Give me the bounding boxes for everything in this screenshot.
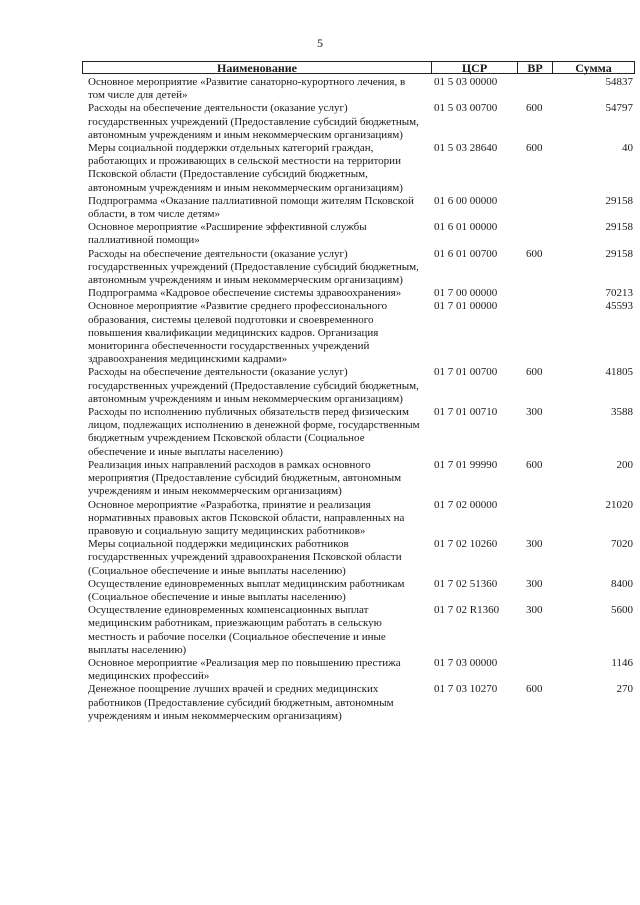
row-sum: 29158 — [605, 247, 633, 260]
table-row — [88, 248, 635, 288]
row-sum: 7020 — [611, 538, 633, 551]
row-csr: 01 7 03 00000 — [434, 656, 498, 669]
row-vr: 600 — [526, 102, 543, 115]
row-csr: 01 7 02 R1360 — [434, 604, 500, 617]
row-csr: 01 7 02 00000 — [434, 498, 498, 511]
row-sum: 41805 — [605, 366, 633, 379]
row-name: Основное мероприятие «Реализация мер по повышению престижа медицинских профессий» — [88, 656, 401, 683]
row-csr: 01 6 00 00000 — [434, 194, 498, 207]
table-row — [88, 76, 635, 102]
row-name: Расходы на обеспечение деятельности (оказание услуг) государственных учреждений (Предоставление субсидий бюджетным, автономным учреждениям и иным некоммерческим организациям) — [88, 247, 419, 287]
table-row — [88, 300, 635, 366]
header-csr: ЦСР — [431, 61, 518, 74]
row-sum: 40 — [622, 142, 633, 155]
row-name: Расходы на обеспечение деятельности (оказание услуг) государственных учреждений (Предоставление субсидий бюджетным, автономным учреждениям и иным некоммерческим организациям) — [88, 366, 419, 405]
row-sum: 1146 — [611, 656, 633, 669]
row-name: Подпрограмма «Оказание паллиативной помощи жителям Псковской области, в том числе детям» — [88, 194, 414, 221]
row-name: Реализация иных направлений расходов в рамках основного мероприятия (Предоставление субсидий бюджетным, автономным учреждениям и иным некоммерческим организациям) — [88, 458, 402, 498]
row-sum: 29158 — [605, 194, 633, 207]
row-name: Расходы на обеспечение деятельности (оказание услуг) государственных учреждений (Предоставление субсидий бюджетным, автономным учреждениям и иным некоммерческим организациям) — [88, 102, 419, 141]
row-name: Основное мероприятие «Разработка, принятие и реализация нормативных правовых актов Псковской области, направленных на правовую и социальную защиту медицинских работников» — [88, 498, 405, 537]
table-row — [88, 102, 635, 142]
table-row — [88, 366, 635, 406]
row-sum: 5600 — [611, 604, 633, 617]
row-sum: 270 — [616, 683, 633, 696]
row-csr: 01 7 01 00710 — [434, 406, 498, 419]
row-csr: 01 7 03 10270 — [434, 683, 498, 696]
row-name: Основное мероприятие «Расширение эффективной службы паллиативной помощи» — [88, 221, 367, 247]
header-sum: Сумма — [552, 61, 635, 74]
row-sum: 70213 — [605, 287, 633, 300]
row-name: Расходы по исполнению публичных обязательств перед физическим лицом, подлежащих исполнению в денежной форме, государственным бюджетным учреждением Псковской области (Социальное обеспечение и иные выплаты населению) — [88, 406, 420, 458]
row-name: Осуществление единовременных выплат медицинским работникам (Социальное обеспечение и иные выплаты населению) — [88, 577, 405, 603]
table-row — [88, 538, 635, 578]
row-name: Основное мероприятие «Развитие санаторно-курортного лечения, в том числе для детей» — [88, 76, 406, 102]
table-row — [88, 287, 635, 300]
table-header — [82, 61, 635, 74]
row-csr: 01 7 02 51360 — [434, 577, 498, 590]
header-vr: ВР — [517, 61, 553, 74]
row-csr: 01 7 00 00000 — [434, 287, 498, 300]
row-vr: 600 — [526, 247, 543, 260]
table-row — [88, 195, 635, 221]
row-csr: 01 5 03 00700 — [434, 102, 498, 115]
row-vr: 300 — [526, 577, 543, 590]
row-csr: 01 6 01 00700 — [434, 247, 498, 260]
header-name: Наименование — [82, 61, 432, 74]
row-csr: 01 6 01 00000 — [434, 221, 498, 234]
row-name: Меры социальной поддержки отдельных категорий граждан, работающих и проживающих в сельской местности на территории Псковской области (Предоставление субсидий бюджетным, автономным учреждениям и иным некоммерческим организациям) — [88, 142, 403, 194]
row-csr: 01 7 01 00700 — [434, 366, 498, 379]
row-sum: 8400 — [611, 577, 633, 590]
row-vr: 300 — [526, 406, 543, 419]
row-name: Меры социальной поддержки медицинских работников государственных учреждений здравоохранения Псковской области (Социальное обеспечение и иные выплаты населению) — [88, 538, 402, 577]
row-csr: 01 7 01 99990 — [434, 458, 498, 471]
table-row — [88, 406, 635, 459]
row-name: Осуществление единовременных компенсационных выплат медицинским работникам, приезжающим работать в сельскую местность и рабочие поселки (Социальное обеспечение и иные выплаты населению) — [88, 604, 386, 656]
row-vr: 300 — [526, 604, 543, 617]
row-vr: 600 — [526, 142, 543, 155]
page-number: 5 — [317, 36, 323, 50]
row-vr: 600 — [526, 683, 543, 696]
row-sum: 200 — [616, 458, 633, 471]
row-csr: 01 7 01 00000 — [434, 300, 498, 313]
row-name: Подпрограмма «Кадровое обеспечение системы здравоохранения» — [88, 287, 402, 300]
table-row — [88, 578, 635, 604]
row-csr: 01 7 02 10260 — [434, 538, 498, 551]
row-csr: 01 5 03 00000 — [434, 76, 498, 88]
table-row — [88, 683, 635, 723]
table-row — [88, 657, 635, 683]
row-name: Основное мероприятие «Развитие среднего профессионального образования, системы целевой подготовки и своевременного повышения квалификации медицинских кадров. Организация мониторинга обеспеченности государственных учреждений здравоохранения медицинскими кадрами» — [88, 300, 388, 366]
row-sum: 21020 — [605, 498, 633, 511]
row-sum: 29158 — [605, 221, 633, 234]
row-sum: 3588 — [611, 406, 633, 419]
row-vr: 300 — [526, 538, 543, 551]
table-row — [88, 604, 635, 657]
table-body — [88, 76, 635, 723]
table-row — [88, 142, 635, 195]
row-sum: 45593 — [605, 300, 633, 313]
row-sum: 54797 — [605, 102, 633, 115]
table-row — [88, 221, 635, 247]
row-vr: 600 — [526, 458, 543, 471]
row-vr: 600 — [526, 366, 543, 379]
table-row — [88, 499, 635, 539]
row-sum: 54837 — [605, 76, 633, 88]
row-csr: 01 5 03 28640 — [434, 142, 498, 155]
table-row — [88, 459, 635, 499]
row-name: Денежное поощрение лучших врачей и средних медицинских работников (Предоставление субсидий бюджетным, автономным учреждениям и иным некоммерческим организациям) — [88, 683, 394, 722]
